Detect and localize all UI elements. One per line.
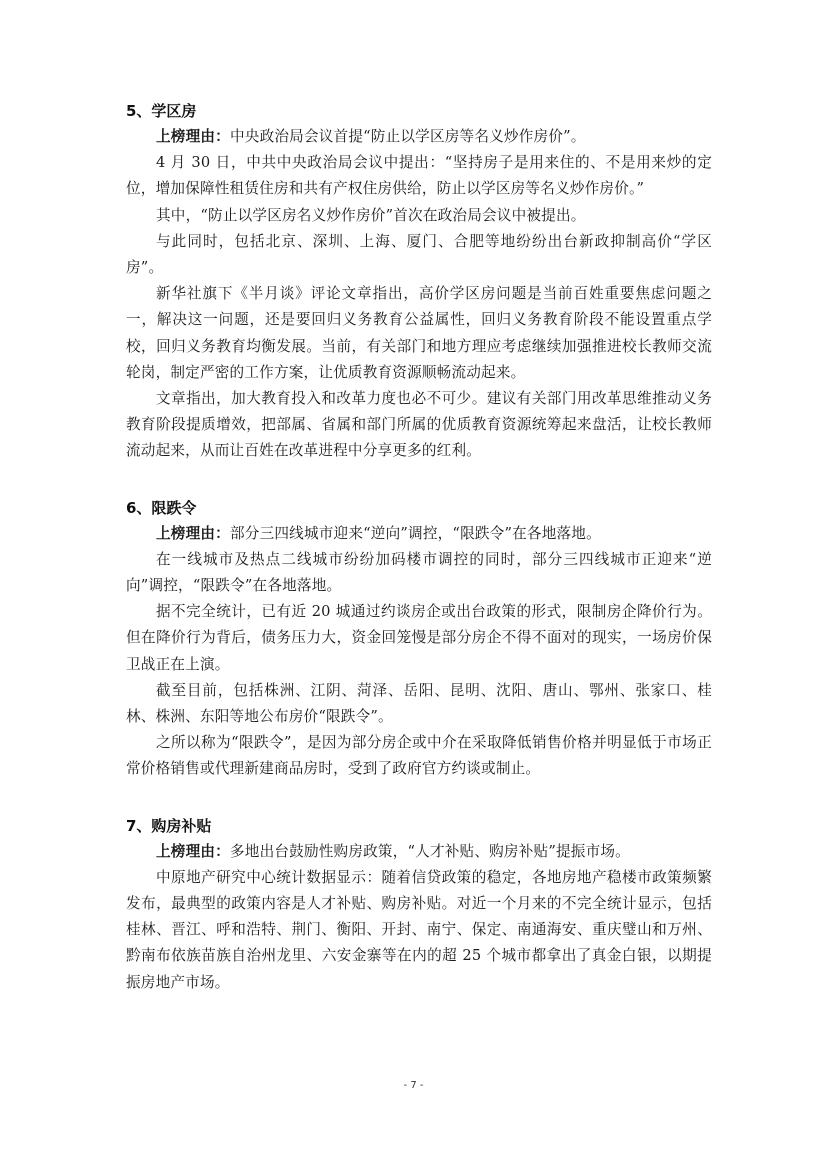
page-number: - 7 - xyxy=(403,1080,424,1091)
reason-label: 上榜理由： xyxy=(156,128,230,145)
reason-label: 上榜理由： xyxy=(156,524,230,542)
section-title: 5、学区房 xyxy=(126,102,197,120)
reason-text: 部分三四线城市迎来“逆向”调控，“限跌令”在各地落地。 xyxy=(229,524,601,542)
reason-text: 多地出台鼓励性购房政策，“人才补贴、购房补贴”提振市场。 xyxy=(229,842,630,860)
body-paragraph: 4 月 30 日，中共中央政治局会议中提出：“坚持房子是用来住的、不是用来炒的定位，增加保障性租赁住房和共有产权住房供给，防止以学区房等名义炒作房价。” xyxy=(126,154,712,198)
reason-paragraph xyxy=(126,839,712,865)
reason-paragraph xyxy=(126,124,712,150)
reason-paragraph xyxy=(126,521,712,547)
body-paragraph: 截至目前，包括株洲、江阴、菏泽、岳阳、昆明、沈阳、唐山、鄂州、张家口、桂林、株洲、东阳等地公布房价“限跌令”。 xyxy=(126,681,712,726)
section-school-district-housing xyxy=(126,98,712,465)
body-paragraph: 中原地产研究中心统计数据显示：随着信贷政策的稳定，各地房地产稳楼市政策频繁发布，最典型的政策内容是人才补贴、购房补贴。对近一个月来的不完全统计显示，包括桂林、晋江、呼和浩特、荆门、衡阳、开封、南宁、保定、南通海安、重庆璧山和万州、黔南布依族苗族自治州龙里、六安金寨等在内的超 25 个城市都拿出了真金白银，以期提振房地产市场。 xyxy=(126,868,712,991)
section-title: 6、限跌令 xyxy=(126,498,197,517)
section-title: 7、购房补贴 xyxy=(126,816,212,835)
body-paragraph: 与此同时，包括北京、深圳、上海、厦门、合肥等地纷纷出台新政抑制高价“学区房”。 xyxy=(126,232,712,277)
body-paragraph: 在一线城市及热点二线城市纷纷加码楼市调控的同时，部分三四线城市正迎来“逆向”调控，“限跌令”在各地落地。 xyxy=(126,550,712,595)
body-paragraph: 据不完全统计，已有近 20 城通过约谈房企或出台政策的形式，限制房企降价行为。但在降价行为背后，债务压力大，资金回笼慢是部分房企不得不面对的现实，一场房价保卫战正在上演。 xyxy=(126,603,712,673)
body-paragraph: 其中，“防止以学区房名义炒作房价”首次在政治局会议中被提出。 xyxy=(156,206,586,224)
reason-text: 中央政治局会议首提“防止以学区房等名义炒作房价”。 xyxy=(229,128,586,145)
page-content xyxy=(126,98,712,1026)
section-home-purchase-subsidy xyxy=(126,813,712,996)
body-paragraph: 新华社旗下《半月谈》评论文章指出，高价学区房问题是当前百姓重要焦虑问题之一，解决这一问题，还是要回归义务教育公益属性，回归义务教育阶段不能设置重点学校，回归义务教育均衡发展。当前，有关部门和地方理应考虑继续加强推进校长教师交流轮岗，制定严密的工作方案，让优质教育资源顺畅流动起来。 xyxy=(126,285,712,381)
body-paragraph: 之所以称为“限跌令”，是因为部分房企或中介在采取降低销售价格并明显低于市场正常价格销售或代理新建商品房时，受到了政府官方约谈或制止。 xyxy=(126,734,712,778)
body-paragraph: 文章指出，加大教育投入和改革力度也必不可少。建议有关部门用改革思维推动义务教育阶段提质增效，把部属、省属和部门所属的优质教育资源统筹起来盘活，让校长教师流动起来，从而让百姓在改革进程中分享更多的红利。 xyxy=(126,390,712,460)
reason-label: 上榜理由： xyxy=(156,842,230,860)
section-price-drop-limit xyxy=(126,495,712,783)
